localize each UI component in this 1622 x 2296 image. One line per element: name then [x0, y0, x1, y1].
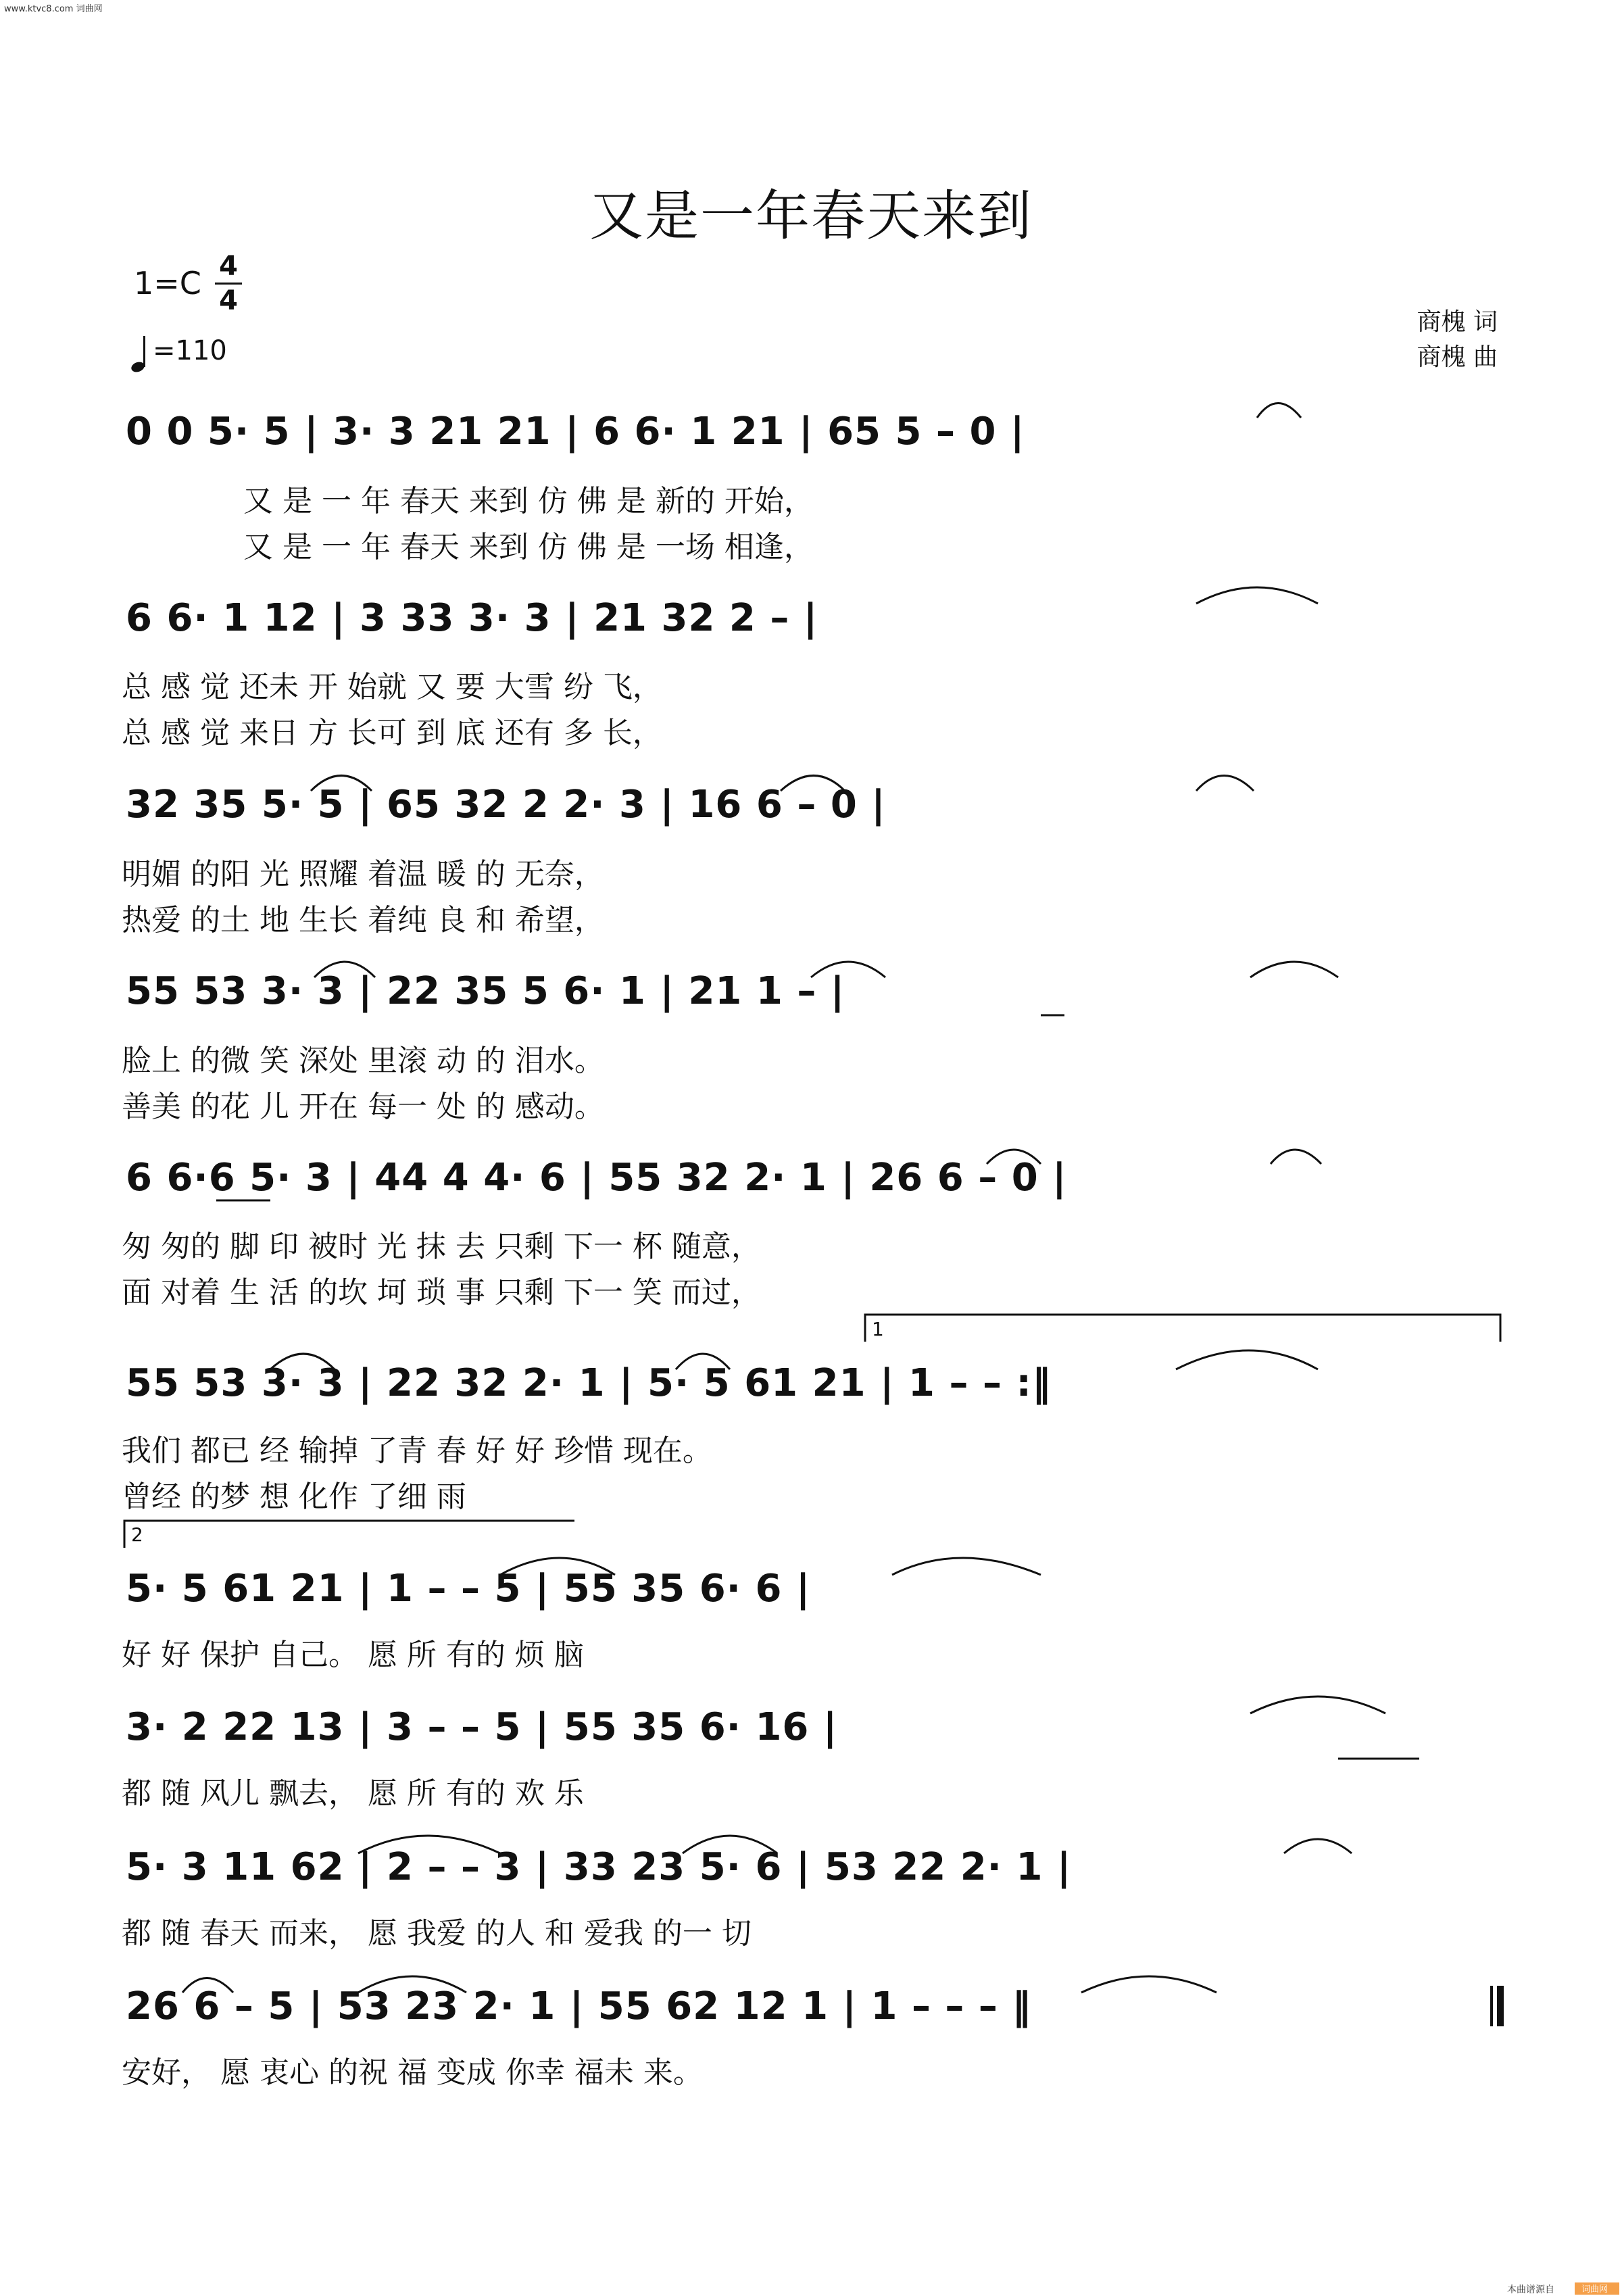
song-title: 又是一年春天来到 [589, 185, 1033, 247]
site-watermark: www.ktvc8.com 词曲网 [4, 4, 103, 14]
tie-2 [1196, 587, 1318, 604]
lyric-line-6b: 曾经 的梦 想 化作 了细 雨 [122, 1480, 466, 1514]
notation-line-5: 6 6·6 5· 3 | 44 4 4· 6 | 55 32 2· 1 | 26 6 – 0 | [126, 1156, 1067, 1200]
tie-11 [270, 1354, 335, 1369]
tie-21 [358, 1976, 466, 1993]
notation-line-1: 0 0 5· 5 | 3· 3 21 21 | 6 6· 1 21 | 65 5 – 0 | [126, 410, 1025, 454]
notation-line-10: 26 6 – 5 | 53 23 2· 1 | 55 62 12 1 | 1 – – – ‖ [126, 1984, 1032, 2028]
volta-2-bracket [124, 1521, 574, 1548]
tie-5 [1196, 776, 1254, 791]
notation-line-4: 55 53 3· 3 | 22 35 5 6· 1 | 21 1 – | [126, 969, 845, 1013]
lyric-line-5b: 面 对着 生 活 的坎 坷 琐 事 只剩 下一 笑 而过， [122, 1275, 761, 1310]
notation-line-7: 5· 5 61 21 | 1 – – 5 | 55 35 6· 6 | [126, 1567, 811, 1611]
lyricist-credit: 商槐 词 [1417, 308, 1498, 336]
tie-16 [1250, 1696, 1385, 1713]
tie-18 [683, 1836, 777, 1853]
lyric-line-7: 好 好 保护 自己。 愿 所 有的 烦 脑 [122, 1638, 584, 1672]
volta-1-label: 1 [872, 1318, 884, 1340]
tie-13 [1176, 1350, 1318, 1369]
lyric-line-2b: 总 感 觉 来日 方 长可 到 底 还有 多 长， [122, 716, 662, 750]
lyric-line-9: 都 随 春天 而来， 愿 我爱 的人 和 爱我 的一 切 [122, 1916, 752, 1951]
volta-1-bracket [865, 1315, 1500, 1342]
tie-22 [1081, 1976, 1216, 1993]
tie-12 [676, 1354, 730, 1369]
tie-8 [1250, 962, 1338, 977]
tie-9 [987, 1150, 1041, 1164]
notation-line-3: 32 35 5· 5 | 65 32 2 2· 3 | 16 6 – 0 | [126, 783, 886, 827]
time-top: 4 [219, 251, 238, 282]
lyric-line-1b: 又 是 一 年 春天 来到 仿 佛 是 一场 相逢， [243, 530, 814, 564]
tie-3 [311, 776, 372, 791]
tie-19 [1284, 1839, 1352, 1853]
lyric-line-1a: 又 是 一 年 春天 来到 仿 佛 是 新的 开始， [243, 484, 814, 518]
notation-line-8: 3· 2 22 13 | 3 – – 5 | 55 35 6· 16 | [126, 1705, 838, 1749]
time-bottom: 4 [219, 285, 238, 316]
footer-left: 本曲谱源自 [1507, 2285, 1554, 2295]
final-bar-thin [1490, 1986, 1493, 2026]
key-signature: 1=C [134, 265, 201, 301]
tie-17 [358, 1836, 500, 1853]
lyric-line-4b: 善美 的花 儿 开在 每一 处 的 感动。 [122, 1090, 604, 1124]
lyric-line-4a: 脸上 的微 笑 深处 里滚 动 的 泪水。 [122, 1044, 604, 1078]
tie-14 [500, 1558, 615, 1575]
tie-7 [811, 962, 885, 977]
tie-20 [182, 1978, 233, 1993]
tie-15 [892, 1558, 1041, 1575]
lyric-line-6a: 我们 都已 经 输掉 了青 春 好 好 珍惜 现在。 [122, 1434, 712, 1468]
notation-line-6: 55 53 3· 3 | 22 32 2· 1 | 5· 5 61 21 | 1 – – :‖ [126, 1361, 1052, 1405]
tie-4 [781, 776, 845, 791]
lyric-line-3b: 热爱 的土 地 生长 着纯 良 和 希望， [122, 903, 604, 937]
lyric-line-2a: 总 感 觉 还未 开 始就 又 要 大雪 纷 飞， [122, 670, 662, 704]
lyric-line-8: 都 随 风儿 飘去， 愿 所 有的 欢 乐 [122, 1776, 584, 1811]
lyric-line-3a: 明媚 的阳 光 照耀 着温 暖 的 无奈， [122, 857, 604, 891]
tie-10 [1271, 1150, 1321, 1164]
volta-2-label: 2 [131, 1523, 143, 1546]
lyric-line-5a: 匆 匆的 脚 印 被时 光 抹 去 只剩 下一 杯 随意， [122, 1229, 761, 1264]
notation-line-2: 6 6· 1 12 | 3 33 3· 3 | 21 32 2 – | [126, 596, 818, 640]
tie-6 [314, 962, 375, 977]
footer-right: 词曲网 [1581, 2285, 1608, 2295]
final-bar-thick [1497, 1986, 1504, 2026]
lyric-line-10: 安好， 愿 衷心 的祝 福 变成 你幸 福未 来。 [122, 2055, 703, 2090]
composer-credit: 商槐 曲 [1417, 343, 1498, 371]
tie-1 [1257, 404, 1301, 418]
notation-line-9: 5· 3 11 62 | 2 – – 3 | 33 23 5· 6 | 53 22 2· 1 | [126, 1845, 1072, 1889]
tempo-marking: =110 [153, 335, 227, 366]
